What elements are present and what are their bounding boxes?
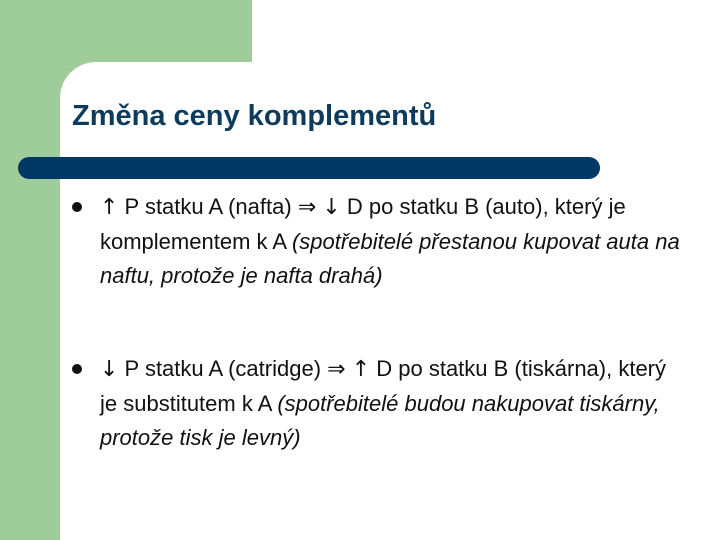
down-arrow-icon: ↓ <box>322 195 341 220</box>
bullet-text <box>100 352 680 455</box>
title-underline-bar <box>18 157 600 179</box>
bullet-text-segment: P statku A (catridge) <box>118 356 328 381</box>
slide-title: Změna ceny komplementů <box>72 100 437 132</box>
slide-content-panel <box>60 62 720 540</box>
bullet-italic-note: (spotřebitelé budou nakupovat tiskárny, protože tisk je levný) <box>100 391 660 450</box>
bullet-italic-note: (spotřebitelé přestanou kupovat auta na naftu, protože je nafta drahá) <box>100 229 680 288</box>
bullet-text-segment: D po statku B (auto), který je komplementem k A <box>100 194 626 254</box>
implies-arrow-icon: ⇒ <box>327 357 346 382</box>
decorative-green-margin <box>0 0 60 540</box>
up-arrow-icon: ↑ <box>351 357 371 382</box>
bullet-text <box>100 190 680 293</box>
bullet-dot-icon <box>72 364 82 374</box>
bullet-text-segment: D po statku B (tiskárna), který je substitutem k A <box>100 356 667 416</box>
bullet-text-segment: P statku A (nafta) <box>118 194 298 219</box>
down-arrow-icon: ↓ <box>100 357 119 382</box>
bullet-dot-icon <box>72 202 82 212</box>
up-arrow-icon: ↑ <box>100 195 119 220</box>
implies-arrow-icon: ⇒ <box>297 195 317 220</box>
